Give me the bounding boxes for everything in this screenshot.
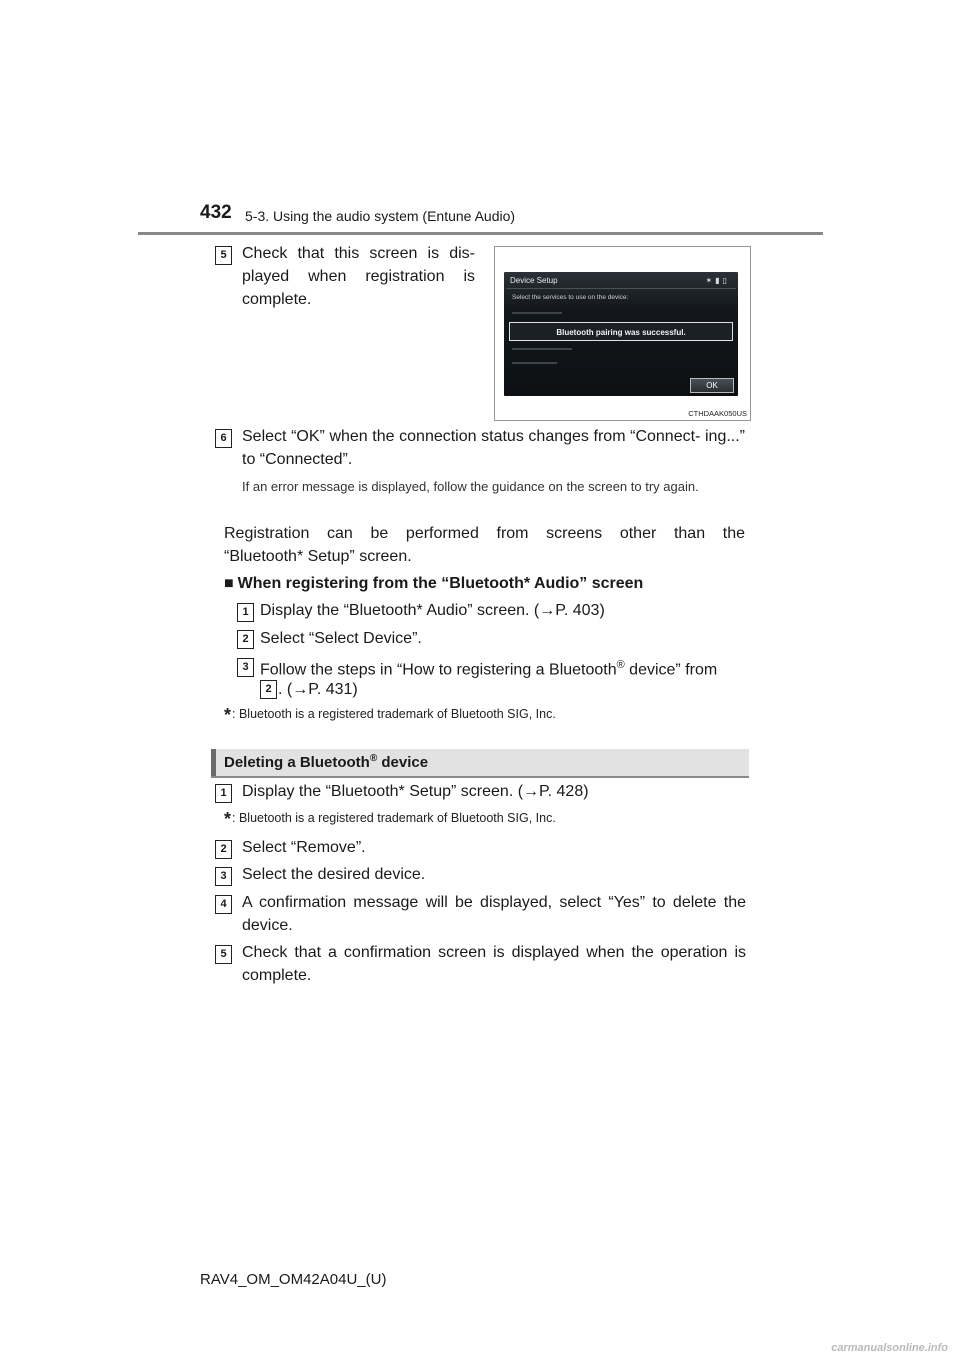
step-text: Select “Select Device”.: [260, 630, 422, 647]
registered-mark: ®: [616, 659, 625, 671]
blurred-option-row: [512, 348, 572, 350]
blurred-option-row: [512, 362, 557, 364]
step-text: A confirmation message will be displayed, select “Yes” to delete the device.: [242, 894, 746, 934]
step-number-box: 2: [237, 630, 254, 649]
screen-title: Device Setup: [510, 276, 558, 285]
step-number-box: 5: [215, 945, 232, 964]
step-text: Display the “Bluetooth* Audio” screen. (→P. 403): [260, 602, 605, 619]
bluetooth-icon: ✶: [705, 276, 716, 285]
step-number-box: 1: [215, 784, 232, 803]
step-number-box: 2: [215, 840, 232, 859]
site-watermark: carmanualsonline.info: [831, 1342, 948, 1354]
device-setup-screen: [504, 272, 738, 396]
header-rule: [138, 232, 823, 235]
section-header: 5-3. Using the audio system (Entune Audio): [245, 208, 516, 224]
step-text-part: device” from: [624, 661, 718, 679]
step-number-box: 5: [215, 246, 232, 265]
trademark-footnote: [224, 705, 556, 726]
step-text: Select the desired device.: [242, 866, 426, 883]
subheading-rule: [211, 776, 749, 778]
step-text-part: Follow the steps in “How to registering a Bluetooth: [260, 661, 617, 679]
step-number-box: 1: [237, 603, 254, 622]
subheading-text: When registering from the “Bluetooth* Audio” screen: [237, 575, 644, 592]
footnote-text: : Bluetooth is a registered trademark of Bluetooth SIG, Inc.: [232, 811, 556, 825]
screen-subtitle: Select the services to use on the device:: [512, 294, 629, 301]
heading-text: device: [377, 754, 429, 771]
trademark-footnote: [224, 809, 556, 830]
page-number: 432: [200, 202, 232, 223]
battery-icon: ▯: [722, 276, 730, 285]
status-icons: [705, 276, 730, 285]
signal-icon: ▮: [715, 276, 723, 285]
registration-note-line1: Registration can be performed from screens other than the: [224, 525, 745, 542]
section-heading: [224, 753, 428, 771]
heading-text: Deleting a Bluetooth: [224, 754, 370, 771]
screen-divider: [506, 288, 736, 289]
step-number-box: 6: [215, 429, 232, 448]
audio-subheading: [224, 572, 643, 595]
step-text-part: . (→P. 431): [278, 681, 358, 698]
step-number-box: 3: [237, 658, 254, 677]
step-text: Check that this screen is dis- played when registration is complete.: [242, 245, 475, 308]
asterisk: *: [224, 705, 232, 725]
blurred-option-row: [512, 312, 562, 314]
square-bullet-icon: ■: [224, 575, 234, 592]
pairing-success-popup: Bluetooth pairing was successful.: [509, 322, 733, 341]
step-text: Check that a confirmation screen is displayed when the operation is complete.: [242, 944, 746, 984]
screenshot-frame: [494, 246, 751, 421]
asterisk: *: [224, 809, 232, 829]
ok-button[interactable]: OK: [690, 378, 734, 393]
document-code: RAV4_OM_OM42A04U_(U): [200, 1271, 387, 1288]
step-number-box: 3: [215, 867, 232, 886]
step-text: Select “OK” when the connection status changes from “Connect- ing...” to “Connected”.: [242, 428, 745, 468]
registration-note-line2: “Bluetooth* Setup” screen.: [224, 548, 412, 565]
step-text: Select “Remove”.: [242, 839, 366, 856]
step-reference-box: 2: [260, 680, 277, 699]
registered-mark: ®: [369, 753, 378, 764]
image-code: CTHDAAK050US: [688, 409, 747, 418]
step-number-box: 4: [215, 895, 232, 914]
step-text-continued: [263, 678, 358, 701]
footnote-text: : Bluetooth is a registered trademark of Bluetooth SIG, Inc.: [232, 707, 556, 721]
error-note: If an error message is displayed, follow the guidance on the screen to try again.: [242, 479, 699, 494]
step-text: Display the “Bluetooth* Setup” screen. (→P. 428): [242, 783, 589, 800]
